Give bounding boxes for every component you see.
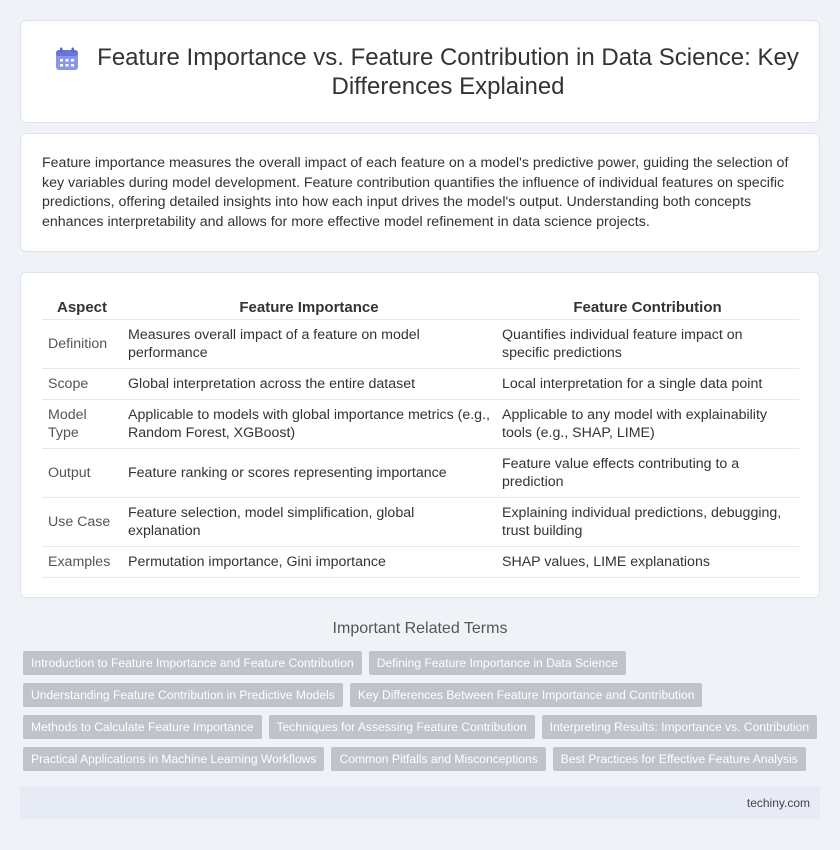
page-title: Feature Importance vs. Feature Contribution in Data Science: Key Differences Explained xyxy=(97,44,799,100)
related-term-tag[interactable]: Methods to Calculate Feature Importance xyxy=(23,715,262,739)
comparison-table xyxy=(42,295,799,578)
related-term-tag[interactable]: Common Pitfalls and Misconceptions xyxy=(331,747,545,771)
tag-row xyxy=(23,715,823,739)
header-feature-contribution: Feature Contribution xyxy=(496,295,799,320)
related-term-tag[interactable]: Best Practices for Effective Feature Analysis xyxy=(553,747,806,771)
table-cell: Local interpretation for a single data point xyxy=(496,369,799,400)
table-row xyxy=(42,320,799,369)
related-term-tag[interactable]: Defining Feature Importance in Data Science xyxy=(369,651,626,675)
table-cell: Examples xyxy=(42,547,122,578)
header-aspect: Aspect xyxy=(42,295,122,320)
comparison-table-card xyxy=(20,272,820,598)
table-cell: Applicable to any model with explainability tools (e.g., SHAP, LIME) xyxy=(496,400,799,449)
tag-row xyxy=(23,683,823,707)
table-cell: Output xyxy=(42,449,122,498)
related-term-tag[interactable]: Key Differences Between Feature Importance and Contribution xyxy=(350,683,703,707)
related-term-tag[interactable]: Introduction to Feature Importance and Feature Contribution xyxy=(23,651,362,675)
table-row xyxy=(42,547,799,578)
table-cell: Scope xyxy=(42,369,122,400)
footer xyxy=(20,786,820,819)
table-cell: Explaining individual predictions, debugging, trust building xyxy=(496,498,799,547)
table-cell: Global interpretation across the entire dataset xyxy=(122,369,496,400)
related-term-tag[interactable]: Interpreting Results: Importance vs. Contribution xyxy=(542,715,817,739)
header-card xyxy=(20,20,820,123)
table-cell: Feature selection, model simplification, global explanation xyxy=(122,498,496,547)
table-cell: Use Case xyxy=(42,498,122,547)
table-cell: SHAP values, LIME explanations xyxy=(496,547,799,578)
table-row xyxy=(42,369,799,400)
table-cell: Measures overall impact of a feature on model performance xyxy=(122,320,496,369)
table-header-row xyxy=(42,295,799,320)
related-term-tag[interactable]: Practical Applications in Machine Learning Workflows xyxy=(23,747,324,771)
tag-row xyxy=(23,747,823,771)
table-cell: Definition xyxy=(42,320,122,369)
table-cell: Quantifies individual feature impact on specific predictions xyxy=(496,320,799,369)
table-cell: Model Type xyxy=(42,400,122,449)
table-row xyxy=(42,449,799,498)
related-term-tag[interactable]: Understanding Feature Contribution in Predictive Models xyxy=(23,683,343,707)
tag-row xyxy=(23,651,823,675)
related-term-tag[interactable]: Techniques for Assessing Feature Contribution xyxy=(269,715,535,739)
table-cell: Applicable to models with global importance metrics (e.g., Random Forest, XGBoost) xyxy=(122,400,496,449)
footer-site-link[interactable]: techiny.com xyxy=(746,796,810,810)
intro-paragraph: Feature importance measures the overall impact of each feature on a model's predictive power, guiding the selection of key variables during model development. Feature contribution quantifies the influence of individual features on specific predictions, offering detailed insights into how each input drives the model's output. Understanding both concepts enhances interpretability and allows for more effective model refinement in data science projects. xyxy=(42,155,789,230)
table-cell: Permutation importance, Gini importance xyxy=(122,547,496,578)
table-row xyxy=(42,498,799,547)
table-cell: Feature ranking or scores representing importance xyxy=(122,449,496,498)
related-terms-title: Important Related Terms xyxy=(332,620,508,637)
header-feature-importance: Feature Importance xyxy=(122,295,496,320)
calendar-icon xyxy=(55,47,79,71)
related-terms-list xyxy=(23,651,823,779)
table-row xyxy=(42,400,799,449)
table-cell: Feature value effects contributing to a prediction xyxy=(496,449,799,498)
intro-card xyxy=(20,133,820,252)
